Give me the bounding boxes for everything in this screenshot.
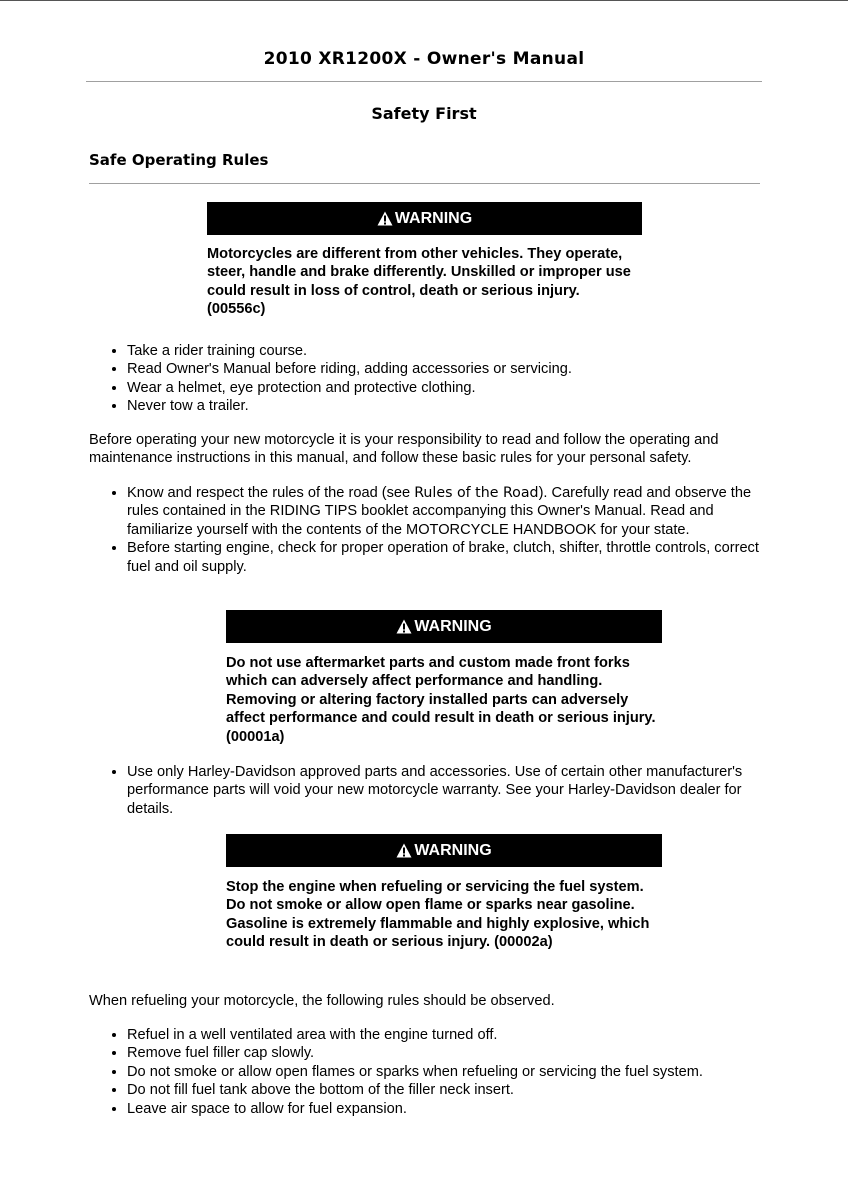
list-item: • Never tow a trailer.	[127, 397, 767, 415]
warning-label: WARNING	[414, 617, 492, 635]
list-item: • Leave air space to allow for fuel expansion.	[127, 1100, 777, 1118]
section-title: Safety First	[371, 104, 477, 123]
warning-banner	[226, 610, 662, 643]
list-item: • Read Owner's Manual before riding, adding accessories or servicing.	[127, 360, 767, 378]
operating-rules-list	[108, 484, 767, 576]
list-item: • Refuel in a well ventilated area with the engine turned off.	[127, 1026, 777, 1044]
list-item: • Do not fill fuel tank above the bottom of the filler neck insert.	[127, 1081, 777, 1099]
document-title: 2010 XR1200X - Owner's Manual	[263, 49, 585, 69]
rules-of-the-road-link[interactable]: Rules of the Road	[414, 485, 539, 501]
list-item: • Do not smoke or allow open flames or sparks when refueling or servicing the fuel system.	[127, 1063, 777, 1081]
top-border	[0, 0, 848, 1]
refueling-paragraph: When refueling your motorcycle, the following rules should be observed.	[89, 993, 555, 1009]
warning-label: WARNING	[414, 841, 492, 859]
list-item: • Before starting engine, check for proper operation of brake, clutch, shifter, throttle controls, correct fuel and oil supply.	[127, 539, 767, 576]
list-item: • Wear a helmet, eye protection and protective clothing.	[127, 379, 767, 397]
warning-text: Motorcycles are different from other vehicles. They operate, steer, handle and brake differently. Unskilled or improper use could result in loss of control, death or serious injury. (00556c)	[207, 246, 631, 318]
list-item: • Know and respect the rules of the road (see Rules of the Road). Carefully read and observe the rules contained in the RIDING TIPS booklet accompanying this Owner's Manual. Read and familiarize yourself with the contents of the MOTORCYCLE HANDBOOK for your state.	[127, 484, 767, 539]
refueling-rules-list	[108, 1026, 777, 1118]
rider-rules-list	[108, 342, 767, 416]
warning-banner	[207, 202, 642, 235]
warning-label: WARNING	[394, 209, 473, 227]
warning-text: Do not use aftermarket parts and custom made front forks which can adversely affect performance and handling. Removing or altering factory installed parts can adversely affect performance and could result in death or serious injury. (00001a)	[226, 655, 656, 745]
warning-triangle-icon	[377, 211, 393, 226]
parts-rules-list	[108, 763, 767, 818]
responsibility-paragraph: Before operating your new motorcycle it is your responsibility to read and follow the operating and maintenance instructions in this manual, and follow these basic rules for your personal safety.	[89, 432, 719, 467]
subsection-divider	[89, 183, 760, 184]
list-item: • Take a rider training course.	[127, 342, 767, 360]
title-divider	[86, 81, 762, 82]
warning-banner	[226, 834, 662, 867]
warning-text: Stop the engine when refueling or servicing the fuel system. Do not smoke or allow open flame or sparks near gasoline. Gasoline is extremely flammable and highly explosive, which could result in death or serious injury. (00002a)	[226, 879, 650, 951]
subsection-title: Safe Operating Rules	[89, 151, 269, 169]
list-item: • Remove fuel filler cap slowly.	[127, 1044, 777, 1062]
warning-triangle-icon	[396, 619, 412, 634]
warning-triangle-icon	[396, 843, 412, 858]
list-item: • Use only Harley-Davidson approved parts and accessories. Use of certain other manufacturer's performance parts will void your new motorcycle warranty. See your Harley-Davidson dealer for details.	[127, 763, 767, 818]
